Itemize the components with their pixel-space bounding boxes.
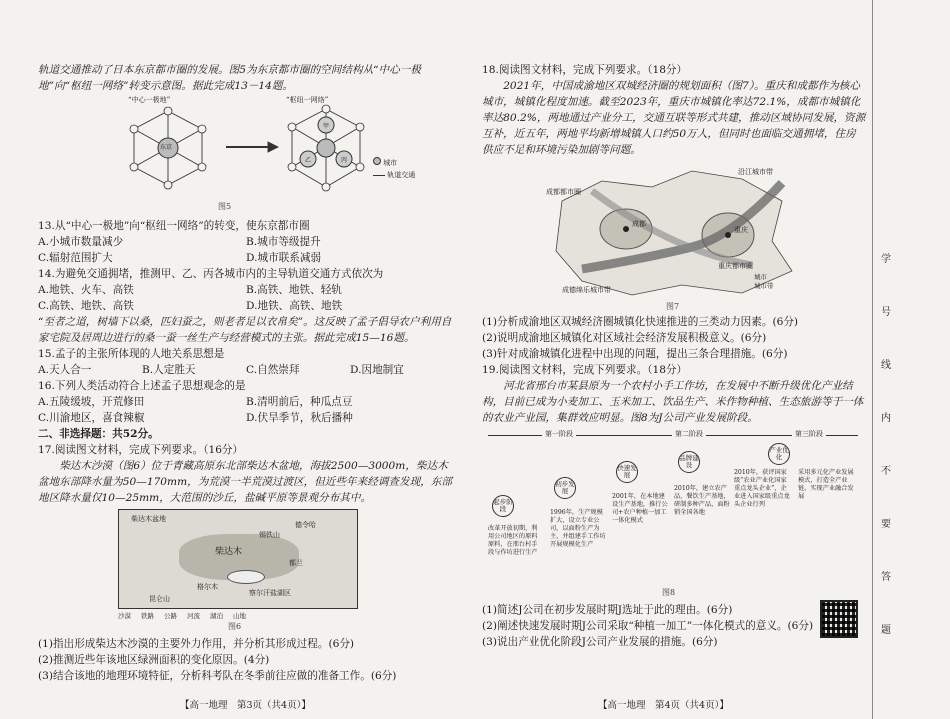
city-legend-icon xyxy=(373,157,381,165)
q17-sub-1: (1)指出形成柴达木沙漠的主要外力作用，并分析其形成过程。(6分) xyxy=(38,638,355,650)
map6-label-2: 都兰 xyxy=(289,559,303,567)
q17-sub-3: (3)结合该地的地理环境特征，分析科考队在冬季前往应做的准备工作。(6分) xyxy=(38,670,397,682)
phase-2: 第二阶段 xyxy=(672,429,706,439)
q13-14-intro: 轨道交通推动了日本东京都市圈的发展。图5为东京都市圈的空间结构从“中心一极地”向“枢纽一网络”转变示意图。据此完成13－14题。 xyxy=(38,64,421,92)
fig8-caption: 图8 xyxy=(662,588,676,597)
legend6-2: 公路 xyxy=(164,612,177,620)
legend7-1: 城市带 xyxy=(754,282,774,290)
q13-option-c: C.辐射范围扩大 xyxy=(38,252,113,264)
footer-page-3: 【高一地理 第3页（共4页）】 xyxy=(180,700,311,711)
strip-char-1: 号 xyxy=(881,307,891,318)
strip-char-5: 要 xyxy=(881,519,891,530)
q14-stem: 14.为避免交通拥堵，推测甲、乙、丙各城市内的主导轨道交通方式依次为 xyxy=(38,268,384,280)
q16-option-d: D.伏旱季节，秋后播种 xyxy=(246,412,353,424)
map7-label-2: 成都 xyxy=(632,220,646,228)
map6-label-6: 察尔汗盐湖区 xyxy=(249,589,291,597)
q18-stem: 18.阅读图文材料，完成下列要求。（18分） xyxy=(482,64,688,76)
phase-3: 第三阶段 xyxy=(792,429,826,439)
q13-options-row1 xyxy=(38,234,454,250)
fig5-hub-bing: 丙 xyxy=(341,157,348,164)
q16-option-a: A.五陵缓坡，开荒修田 xyxy=(38,396,145,408)
map6-label-3: 格尔木 xyxy=(197,583,218,591)
fig5-label-a: “中心一极地” xyxy=(128,96,171,104)
q19-sub-2: (2)阐述快速发展时期J公司采取“种植一加工”一体化模式的意义。(6分) xyxy=(482,620,814,632)
phase-1: 第一阶段 xyxy=(542,429,576,439)
strip-char-0: 学 xyxy=(881,254,891,265)
fig7-caption: 图7 xyxy=(666,302,680,311)
fig5-hub-yi: 乙 xyxy=(305,157,312,164)
q18-sub-2: (2)说明成渝地区城镇化对区域社会经济发展积极意义。(6分) xyxy=(482,332,767,344)
q13-stem: 13.从“中心一极地”向“枢纽一网络”的转变，使东京都市圈 xyxy=(38,220,310,232)
legend-city-text: 城市 xyxy=(383,159,398,167)
stage-box-4: 2010年，建立农产品，餐饮生产基地，研制多种产品，面粉销全国各地 xyxy=(674,485,730,516)
map6-label-7: 锡铁山 xyxy=(259,531,280,539)
stage-box-5: 2010年，获评国家级“农业产业化国家重点龙头企业”，企业进入国家级重点龙头企业行列 xyxy=(734,469,790,508)
section-title: 二、非选择题：共52分。 xyxy=(38,428,159,440)
fig6-caption: 图6 xyxy=(228,622,242,631)
q16-options-row1 xyxy=(38,394,454,410)
q16-option-c: C.川渝地区，喜食辣椒 xyxy=(38,412,145,424)
map7-label-3: 重庆 xyxy=(734,226,748,234)
figure-5 xyxy=(38,97,454,215)
figure-8 xyxy=(482,429,862,599)
page-4 xyxy=(468,0,872,719)
q19-sub-1: (1)简述J公司在初步发展时期J选址于此的理由。(6分) xyxy=(482,604,733,616)
binding-strip xyxy=(872,0,950,719)
legend6-4: 湖泊 xyxy=(210,612,223,620)
q17-stem: 17.阅读图文材料，完成下列要求。（16分） xyxy=(38,444,244,456)
q16-options-row2 xyxy=(38,410,454,426)
legend6-1: 铁路 xyxy=(141,612,154,620)
q14-options-row1 xyxy=(38,282,454,298)
stage-3: 快速发展 xyxy=(616,461,638,483)
footer-page-4: 【高一地理 第4页（共4页）】 xyxy=(598,700,729,711)
q19-sub-3: (3)说出产业优化阶段J公司产业发展的措施。(6分) xyxy=(482,636,718,648)
stage-box-3: 2001年，在本地建设生产基地，推行公司+农户种植一加工一体化模式 xyxy=(612,493,668,524)
q13-options-row2 xyxy=(38,250,454,266)
figure-6 xyxy=(118,509,368,633)
q15-option-b: B.人定胜天 xyxy=(142,364,196,376)
legend6-5: 山地 xyxy=(233,612,246,620)
q14-option-a: A.地铁、火车、高铁 xyxy=(38,284,134,296)
q19-stem: 19.阅读图文材料，完成下列要求。（18分） xyxy=(482,364,688,376)
q14-option-d: D.地铁、高铁、地铁 xyxy=(246,300,343,312)
rail-legend-icon xyxy=(373,175,385,176)
q16-option-b: B.清明前后，种瓜点豆 xyxy=(246,396,353,408)
q13-option-b: B.城市等级提升 xyxy=(246,236,321,248)
map6-label-0: 柴达木盆地 xyxy=(131,515,166,523)
stage-4: 品牌建设 xyxy=(678,451,700,473)
q13-option-a: A.小城市数量减少 xyxy=(38,236,124,248)
figure-7 xyxy=(542,161,802,311)
map7-label-5: 成德绵乐城市带 xyxy=(562,286,611,294)
q15-options xyxy=(38,362,454,378)
strip-char-2: 线 xyxy=(881,360,891,371)
q15-option-c: C.自然崇拜 xyxy=(246,364,300,376)
fig5-hub-jia: 甲 xyxy=(323,123,330,130)
strip-char-3: 内 xyxy=(881,413,891,424)
q14-option-b: B.高铁、地铁、轻轨 xyxy=(246,284,342,296)
q13-option-d: D.城市联系减弱 xyxy=(246,252,322,264)
q18-sub-3: (3)针对成渝城镇化进程中出现的问题，提出三条合理措施。(6分) xyxy=(482,348,788,360)
q18-sub-1: (1)分析成渝地区双城经济圈城镇化快速推进的三类动力因素。(6分) xyxy=(482,316,799,328)
stage-5: 产业优化 xyxy=(768,443,790,465)
fig5-center-label: 东京 xyxy=(160,144,173,151)
q17-material: 柴达木沙漠（图6）位于青藏高原东北部柴达木盆地，海拔2500—3000m，柴达木盆地东部降水量为50—170mm，为荒漠一半荒漠过渡区，但近些年来经调查发现，东部地区降水量仅10—25mm，大范围的沙丘，盐碱平原等景观分布其中。 xyxy=(38,460,452,504)
q15-option-d: D.因地制宜 xyxy=(350,364,404,376)
qr-code xyxy=(820,600,858,638)
fig6-legend xyxy=(118,611,246,620)
stage-1: 起步阶段 xyxy=(492,495,514,517)
stage-2: 初步发展 xyxy=(554,477,576,499)
fig6-map xyxy=(118,509,358,609)
q15-stem: 15.孟子的主张所体现的人地关系思想是 xyxy=(38,348,225,360)
map7-label-1: 沿江城市带 xyxy=(738,168,773,176)
q18-material: 2021年，中国成渝地区双城经济圈的规划面积（图7）。重庆和成都作为核心城市，城镇化程度加速。截至2023年，重庆市城镇化率达72.1%，成都市城镇化率达80.2%，两地通过产业分工，交通互联等形式共建，推动区域协同发展，资源互补，近五年，两地平均新增城镇人口约50万人，但同时也面临交通拥堵，住房供应不足和环境污染加剧等问题。 xyxy=(482,80,866,156)
map6-label-4: 柴达木 xyxy=(215,547,243,557)
strip-char-6: 答 xyxy=(881,572,891,583)
map7-label-0: 成都都市圈 xyxy=(546,188,581,196)
map6-label-5: 昆仑山 xyxy=(149,595,170,603)
stage-box-1: 改革开放初期，利用公司地区的原料原料，在邢台村手段与作坊进行生产 xyxy=(488,525,538,556)
legend-rail-text: 轨道交通 xyxy=(387,171,416,179)
strip-char-4: 不 xyxy=(881,466,891,477)
fig5-label-b: “枢纽一网络” xyxy=(286,96,329,104)
fig5-legend xyxy=(373,157,415,181)
figure-5-diagram xyxy=(98,97,398,201)
q16-stem: 16.下列人类活动符合上述孟子思想观念的是 xyxy=(38,380,246,392)
fig7-legend xyxy=(754,273,774,291)
page-3 xyxy=(0,0,468,719)
stage-box-6: 采用多元化产业发展模式，打造全产业链，实现产业融合发展 xyxy=(798,469,854,500)
fig5-caption: 图5 xyxy=(218,202,232,211)
map6-label-1: 德令哈 xyxy=(295,521,316,529)
legend6-0: 沙漠 xyxy=(118,612,131,620)
map7-label-4: 重庆都市圈 xyxy=(718,262,753,270)
q14-option-c: C.高铁、地铁、高铁 xyxy=(38,300,134,312)
q15-option-a: A.天人合一 xyxy=(38,364,92,376)
q17-sub-2: (2)推测近些年该地区绿洲面积的变化原因。(4分) xyxy=(38,654,270,666)
salt-lake xyxy=(227,570,265,584)
stage-box-2: 1996年，生产规模扩大，设立专业公司，以面粉生产为主，并组建手工作坊开展规模化生产 xyxy=(550,509,606,548)
strip-char-7: 题 xyxy=(881,625,891,636)
q14-options-row2 xyxy=(38,298,454,314)
strip-text xyxy=(881,250,891,636)
legend7-0: 城市 xyxy=(754,273,767,281)
q19-material: 河北省邢台市某县原为一个农村小手工作坊，在发展中不断升级优化产业结构，目前已成为小麦加工、玉米加工、饮品生产、米作物种植、生态旅游等于一体的农业产业园，集群效应明显。图8为J公司产业发展阶段。 xyxy=(482,380,864,424)
legend6-3: 河流 xyxy=(187,612,200,620)
q15-16-intro: “至者之道，树墙下以桑，匹妇蚕之，则老者足以衣帛矣”。这反映了孟子倡导农户利用自家宅院及居周边进行的桑一蚕一丝生产与经营模式的主张。据此完成15—16题。 xyxy=(38,316,452,344)
